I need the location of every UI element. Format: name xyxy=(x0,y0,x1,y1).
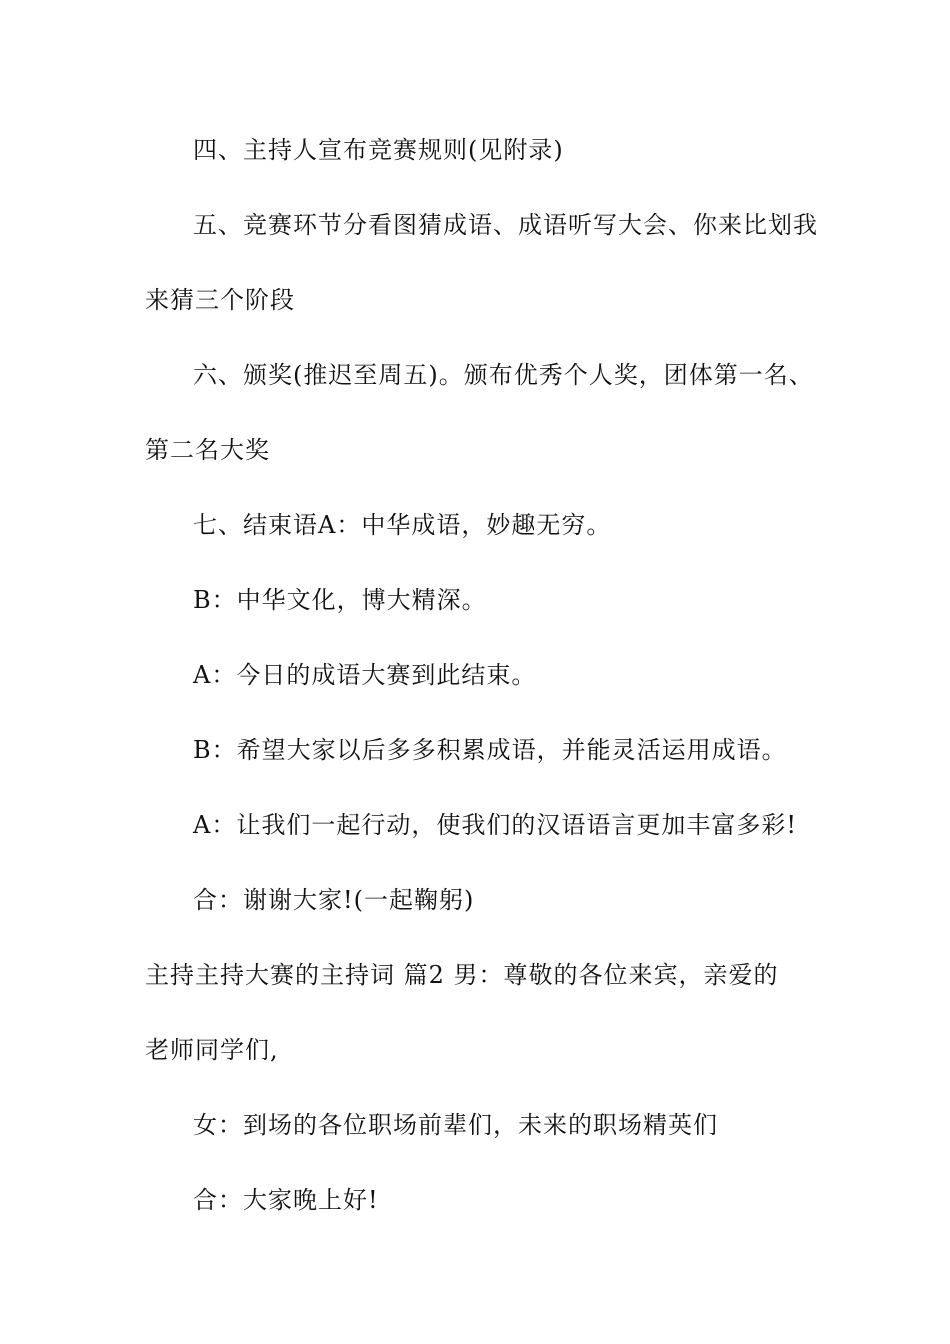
text-line-stages: 五、竞赛环节分看图猜成语、成语听写大会、你来比划我 xyxy=(193,211,818,239)
text-line-closing-a: 七、结束语A：中华成语，妙趣无穷。 xyxy=(193,511,612,539)
text-line-closing-b2: B：希望大家以后多多积累成语，并能灵活运用成语。 xyxy=(193,736,787,764)
text-line-rules: 四、主持人宣布竞赛规则(见附录) xyxy=(193,136,564,164)
text-line-female: 女：到场的各位职场前辈们，未来的职场精英们 xyxy=(193,1111,718,1139)
text-line-section-2: 主持主持大赛的主持词 篇2 男：尊敬的各位来宾，亲爱的 xyxy=(145,961,779,989)
text-line-stages-cont: 来猜三个阶段 xyxy=(145,286,295,314)
text-line-greeting: 合：大家晚上好! xyxy=(193,1186,379,1214)
text-line-together: 合：谢谢大家!(一起鞠躬) xyxy=(193,886,475,914)
text-line-closing-a2: A：今日的成语大赛到此结束。 xyxy=(193,661,537,689)
text-line-section-2-cont: 老师同学们, xyxy=(145,1036,279,1064)
text-line-closing-b: B：中华文化，博大精深。 xyxy=(193,586,487,614)
text-line-closing-a3: A：让我们一起行动，使我们的汉语语言更加丰富多彩! xyxy=(193,811,797,839)
text-line-awards-cont: 第二名大奖 xyxy=(145,436,270,464)
text-line-awards: 六、颁奖(推迟至周五)。颁布优秀个人奖，团体第一名、 xyxy=(193,361,814,389)
